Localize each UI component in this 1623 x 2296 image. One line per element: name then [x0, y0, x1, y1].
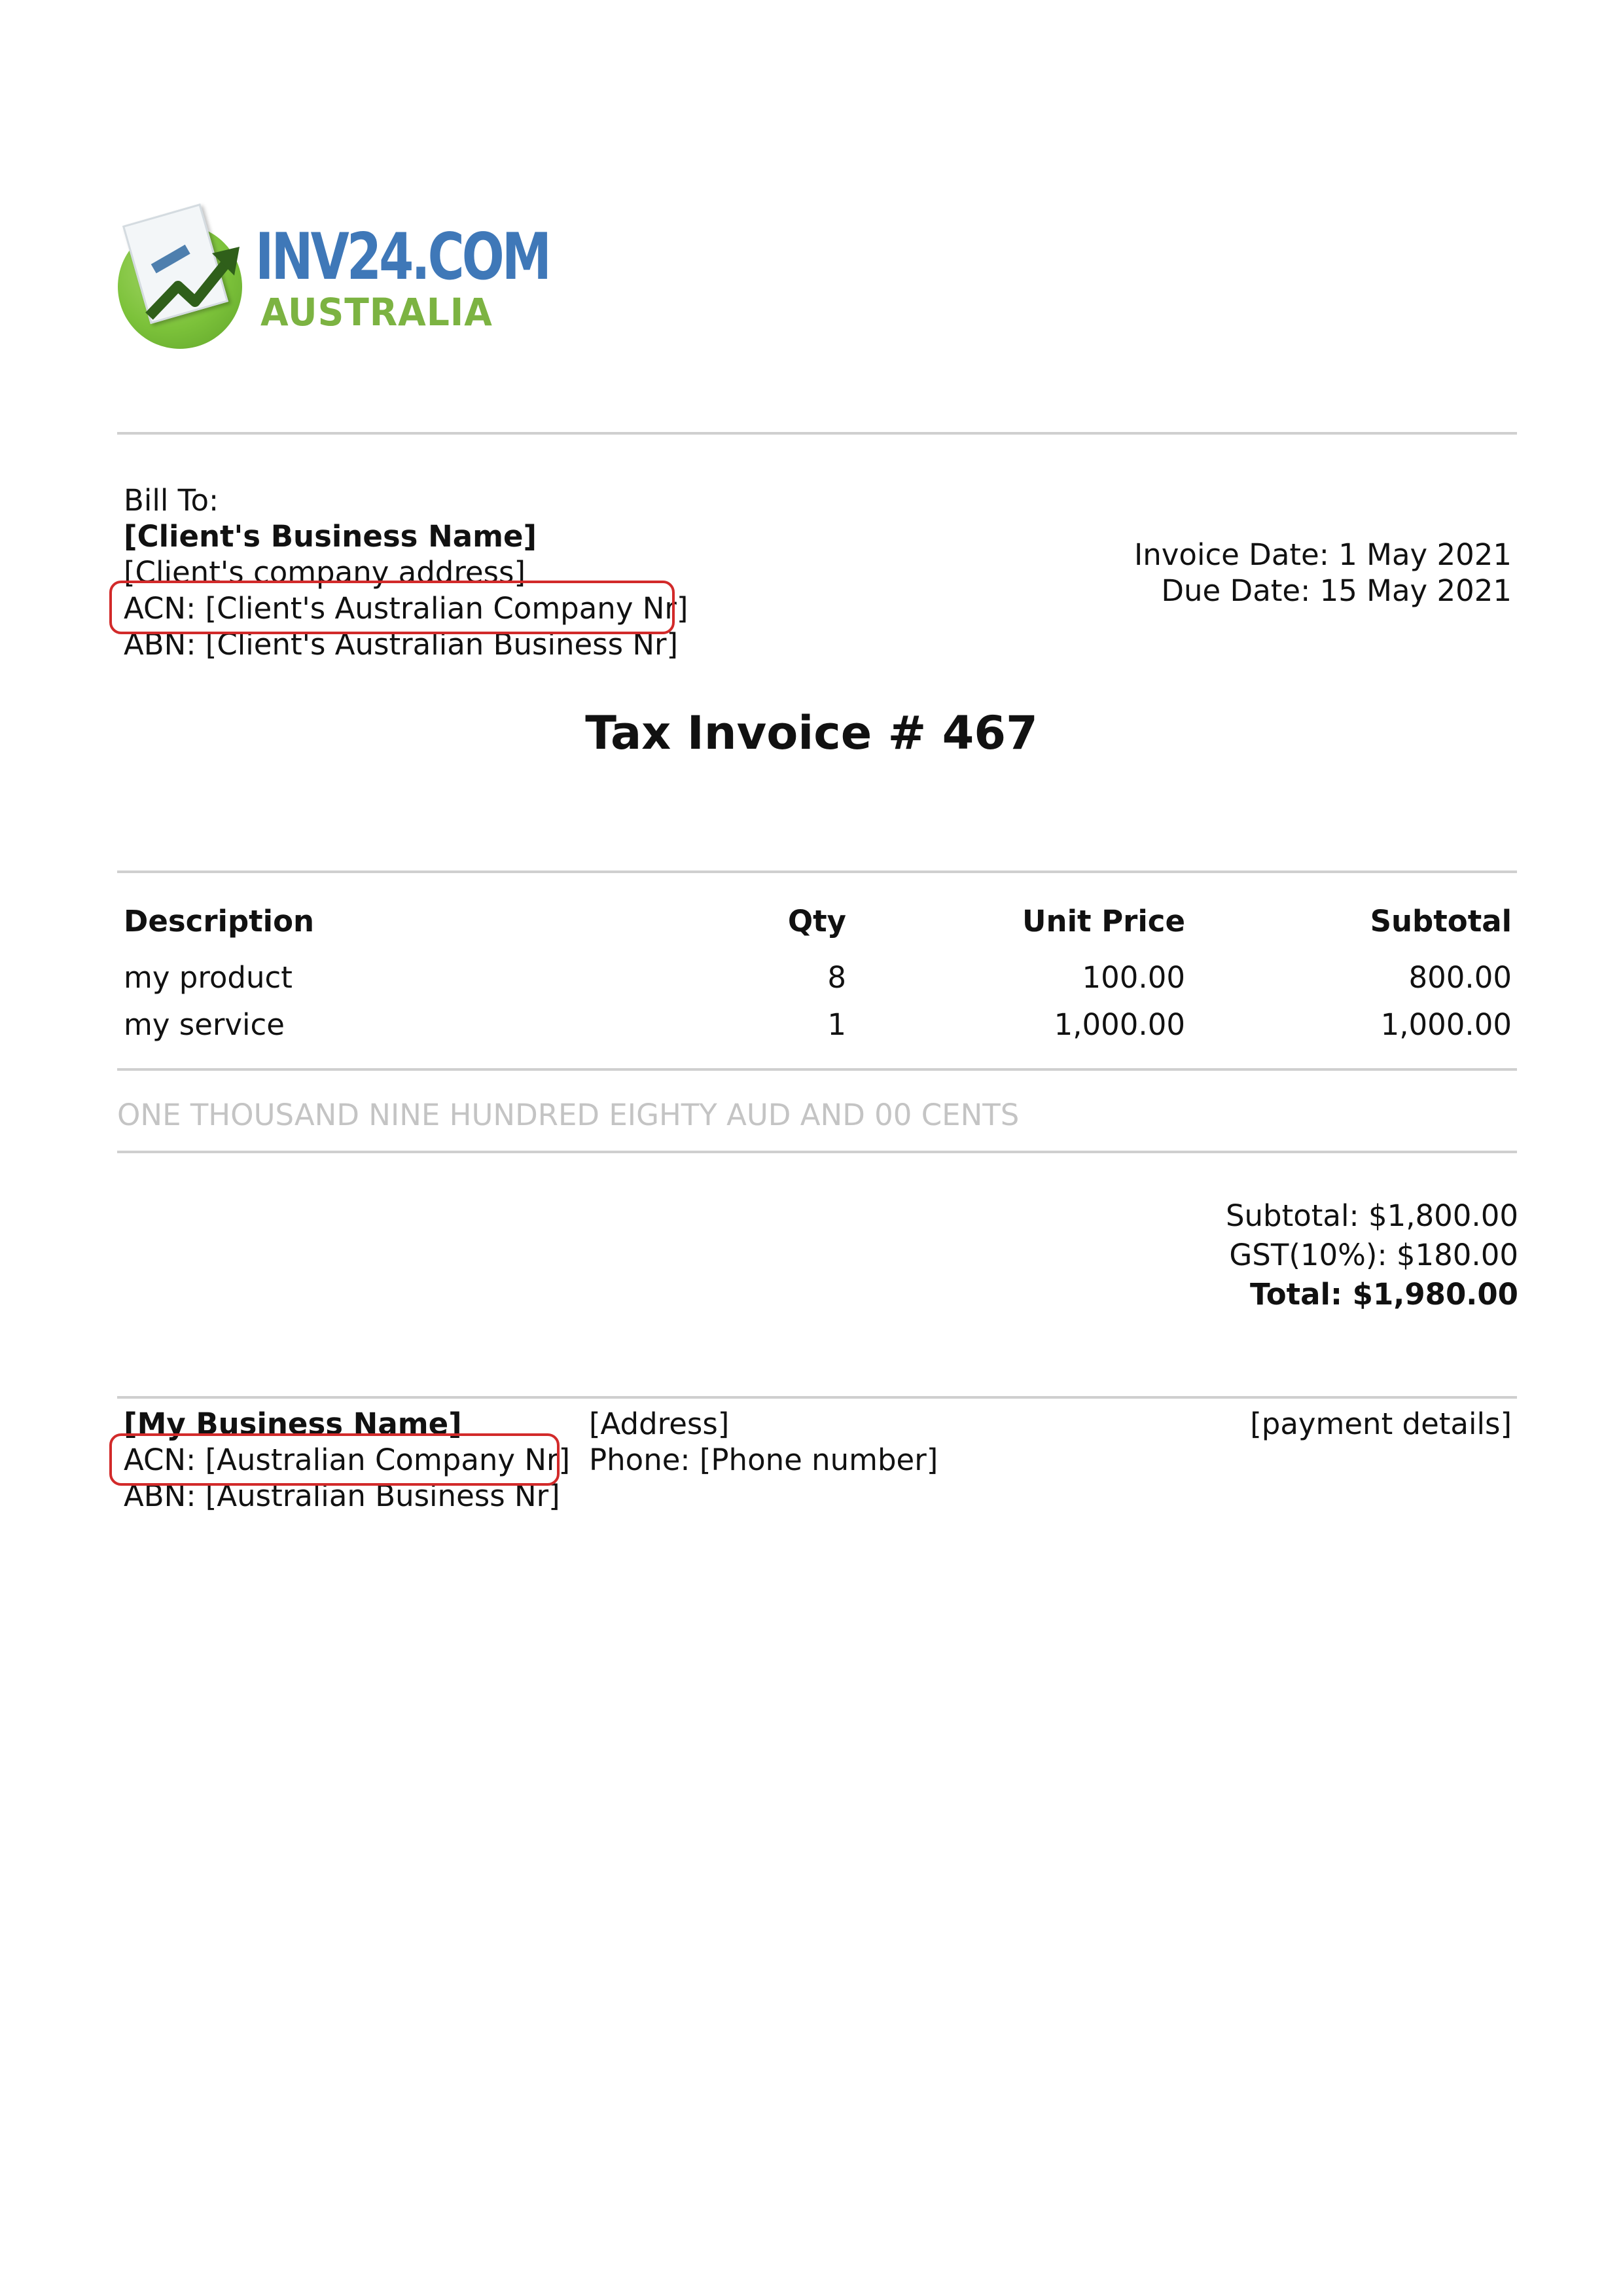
totals-subtotal: Subtotal: $1,800.00	[1225, 1198, 1518, 1233]
header-subtotal: Subtotal	[1370, 904, 1512, 939]
totals-total: Total: $1,980.00	[1250, 1277, 1518, 1312]
row-description: my product	[124, 960, 293, 995]
my-business-name: [My Business Name]	[124, 1407, 462, 1441]
row-description: my service	[124, 1007, 285, 1042]
row-qty: 1	[827, 1007, 846, 1042]
header-description: Description	[124, 904, 315, 939]
row-qty: 8	[827, 960, 846, 995]
row-unit-price: 1,000.00	[1054, 1007, 1185, 1042]
row-subtotal: 1,000.00	[1380, 1007, 1512, 1042]
logo-region-text: AUSTRALIA	[260, 290, 493, 334]
amount-in-words: ONE THOUSAND NINE HUNDRED EIGHTY AUD AND 00 CENTS	[117, 1098, 1020, 1132]
invoice-title: Tax Invoice # 467	[585, 706, 1038, 760]
divider-table-top	[117, 870, 1517, 873]
divider-top	[117, 432, 1517, 435]
header-unit-price: Unit Price	[1022, 904, 1185, 939]
client-abn: ABN: [Client's Australian Business Nr]	[124, 627, 679, 662]
logo-brand-text: INV24.COM	[255, 220, 550, 295]
totals-gst: GST(10%): $180.00	[1229, 1238, 1518, 1272]
header-qty: Qty	[787, 904, 846, 939]
due-date: Due Date: 15 May 2021	[1161, 573, 1512, 608]
my-phone: Phone: [Phone number]	[589, 1443, 938, 1477]
company-logo	[118, 213, 550, 344]
logo-growth-arrow-icon	[144, 239, 242, 324]
my-abn: ABN: [Australian Business Nr]	[124, 1479, 560, 1513]
payment-details: [payment details]	[1250, 1407, 1512, 1441]
client-business-name: [Client's Business Name]	[124, 519, 537, 554]
client-address: [Client's company address]	[124, 555, 526, 590]
client-acn-highlight	[109, 581, 675, 634]
divider-table-bottom	[117, 1068, 1517, 1071]
bill-to-label: Bill To:	[124, 483, 219, 518]
client-acn: ACN: [Client's Australian Company Nr]	[124, 591, 688, 626]
divider-footer	[117, 1396, 1517, 1399]
row-unit-price: 100.00	[1082, 960, 1185, 995]
my-acn: ACN: [Australian Company Nr]	[124, 1443, 571, 1477]
divider-words	[117, 1151, 1517, 1153]
row-subtotal: 800.00	[1408, 960, 1512, 995]
my-acn-highlight	[109, 1433, 560, 1486]
my-address: [Address]	[589, 1407, 730, 1441]
invoice-date: Invoice Date: 1 May 2021	[1133, 537, 1512, 572]
